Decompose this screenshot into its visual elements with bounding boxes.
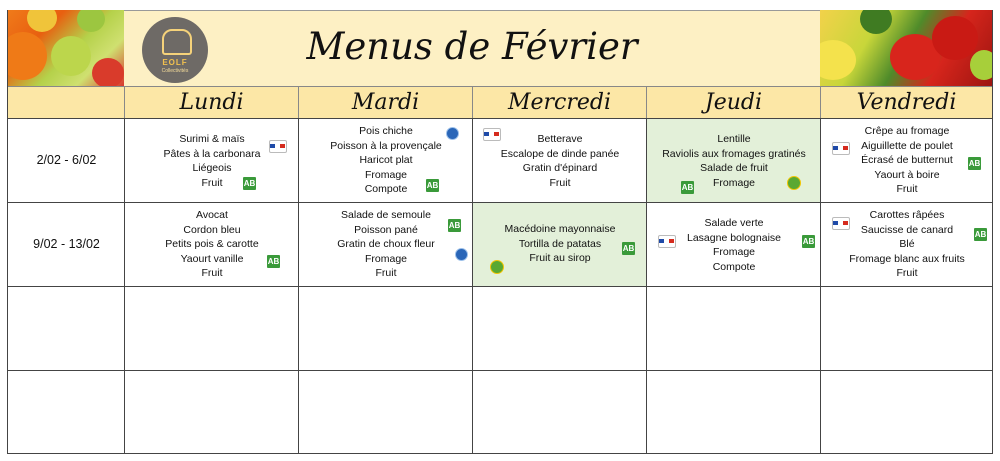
empty-cell [820,286,992,370]
menu-item: Fromage [712,176,755,189]
menu-item: Fromage [712,246,755,258]
menu-item: Avocat [196,209,228,221]
empty-cell [7,286,124,370]
menu-item: Lasagne bolognaise [687,231,781,244]
menu-item: Haricot plat [359,154,413,166]
menu-item: Yaourt vanille [180,252,244,265]
french-origin-icon [269,140,287,153]
organic-label-icon: AB [448,221,461,230]
menu-item: Escalope de dinde panée [500,147,620,160]
menu-item: Fruit [201,267,223,279]
french-origin-icon [658,235,676,248]
header-corner [7,86,124,118]
menu-item: Petits pois & carotte [165,238,259,250]
menu-item: Fromage [364,252,407,265]
day-header-mardi: Mardi [298,86,472,118]
organic-label-icon: AB [267,257,280,266]
menu-cell [820,202,992,286]
menu-item: Compote [712,260,756,273]
day-header-jeudi: Jeudi [646,86,820,118]
menu-item: Salade verte [704,217,764,229]
menu-item: Pâtes à la carbonara [163,147,261,160]
menu-item: Fruit [896,183,918,195]
menu-item: Gratin de choux fleur [337,238,435,250]
menu-item: Fruit au sirop [529,252,591,264]
organic-label-icon: AB [968,159,981,168]
empty-cell [298,370,472,453]
menu-item: Pois chiche [359,125,413,137]
organic-label-icon: AB [243,179,256,188]
organic-label-icon: AB [974,230,987,239]
menu-item: Saucisse de canard [860,223,954,236]
empty-cell [646,370,820,453]
menu-item: Gratin d'épinard [522,162,598,174]
msc-label-icon [446,127,459,140]
menu-cell [472,118,646,202]
organic-label-icon: AB [681,183,694,192]
menu-item: Cordon bleu [183,223,241,236]
menu-item: Raviolis aux fromages gratinés [662,147,806,160]
organic-label-icon: AB [622,244,635,253]
table-border [992,10,993,453]
menu-item: Surimi & maïs [179,133,245,145]
menu-item: Liégeois [192,162,232,174]
eco-label-icon [787,176,801,190]
french-origin-icon [832,142,850,155]
empty-cell [124,286,298,370]
menu-item: Macédoine mayonnaise [504,223,616,235]
menu-item: Lentille [717,133,751,145]
menu-item: Salade de fruit [700,162,768,174]
empty-cell [124,370,298,453]
page-title: Menus de Février [306,25,638,68]
vegetables-photo-left [7,10,124,86]
title-bar [124,10,820,87]
menu-item: Blé [899,238,915,250]
menu-item: Salade de semoule [341,209,431,221]
menu-cell [820,118,992,202]
organic-label-icon: AB [426,181,439,190]
menu-item: Betterave [537,133,583,145]
eco-label-icon [490,260,504,274]
day-header-vendredi: Vendredi [820,86,992,118]
menu-cell-highlighted [472,202,646,286]
week-dates [7,202,124,286]
menu-cell [124,202,298,286]
menu-item: Aiguillette de poulet [861,139,953,152]
menu-item: Fruit [201,176,223,189]
menu-cell-highlighted [646,118,820,202]
menu-item: Fruit [549,176,571,189]
french-origin-icon [483,128,501,141]
day-header-lundi: Lundi [124,86,298,118]
table-border [7,453,993,454]
table-border [7,10,8,453]
menu-item: Carottes râpées [869,209,945,221]
menu-item: Fromage blanc aux fruits [849,252,965,265]
menu-item: Compote [364,183,408,195]
empty-cell [820,370,992,453]
menu-item: Écrasé de butternut [861,154,953,166]
week-dates-text: 9/02 - 13/02 [33,237,100,251]
msc-label-icon [455,248,468,261]
week-dates [7,118,124,202]
menu-item: Poisson pané [354,223,418,236]
menu-item: Fromage [364,168,407,181]
menu-item: Tortilla de patatas [518,237,602,250]
french-origin-icon [832,217,850,230]
empty-cell [646,286,820,370]
vegetables-photo-right [820,10,992,86]
menu-cell [124,118,298,202]
menu-item: Poisson à la provençale [330,139,442,152]
menu-item: Fruit [375,267,397,279]
menu-cell [298,202,472,286]
menu-item: Fruit [896,267,918,279]
empty-cell [7,370,124,453]
menu-cell [646,202,820,286]
menu-cell [298,118,472,202]
week-dates-text: 2/02 - 6/02 [36,153,97,167]
organic-label-icon: AB [802,237,815,246]
menu-item: Crêpe au fromage [864,125,950,137]
logo-text: EOLF [162,58,188,67]
menu-item: Yaourt à boire [874,168,940,181]
empty-cell [472,286,646,370]
empty-cell [472,370,646,453]
day-header-mercredi: Mercredi [472,86,646,118]
logo-subtext: Collectivités [161,68,189,74]
empty-cell [298,286,472,370]
